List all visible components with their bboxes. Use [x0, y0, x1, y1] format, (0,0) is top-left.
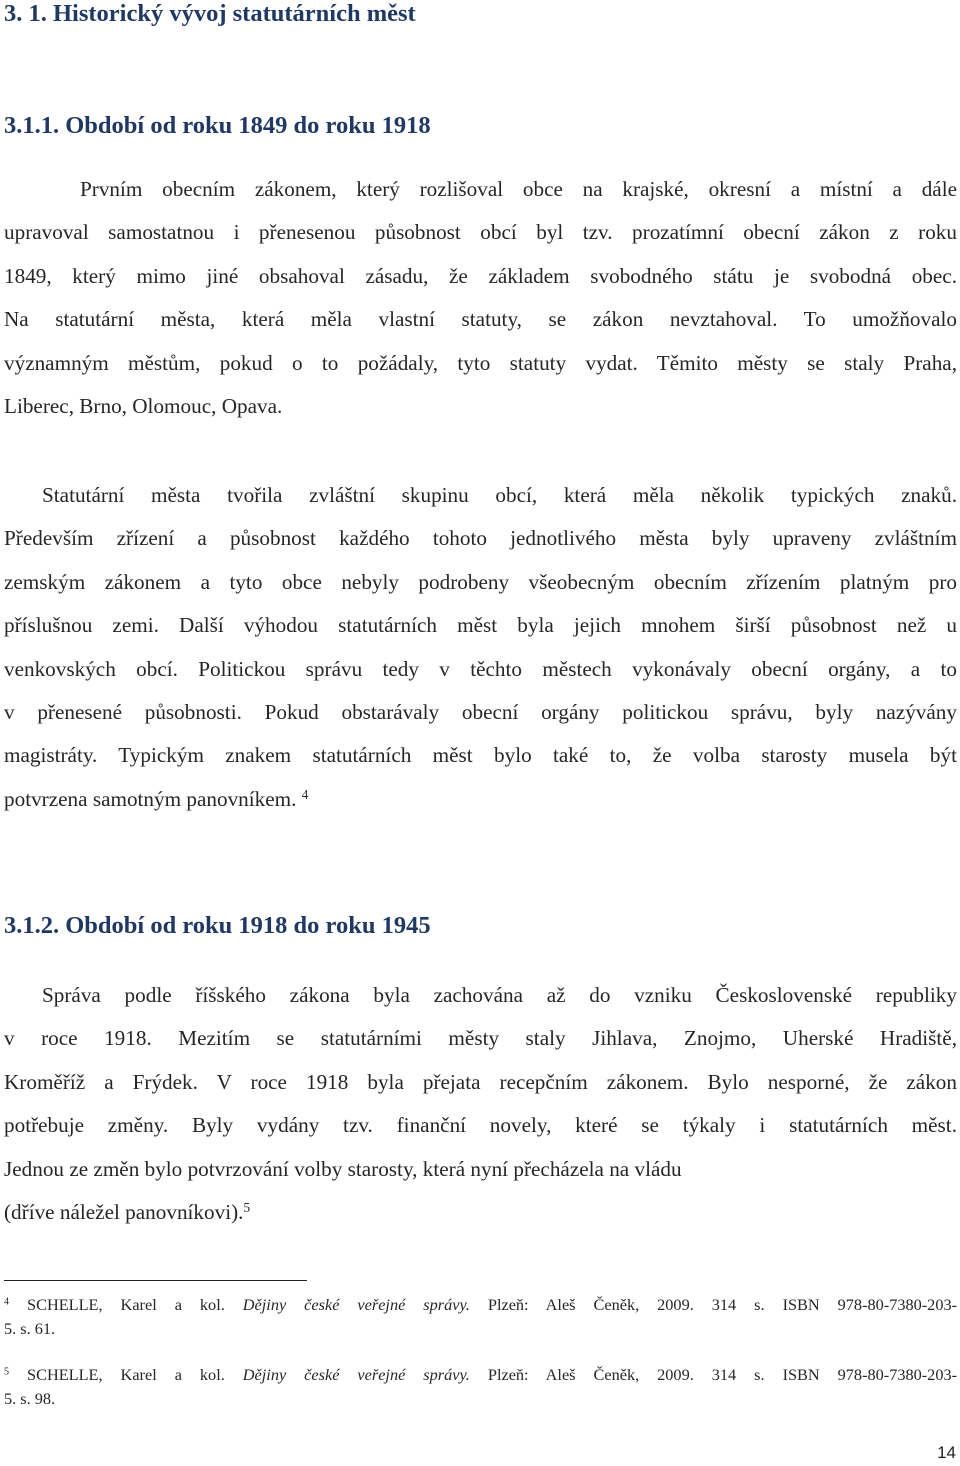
footnote-publication: Plzeň: Aleš Čeněk, 2009. 314 s. ISBN 978-80-7380-203-: [487, 1365, 958, 1384]
footnote-author: SCHELLE, Karel a kol.: [27, 1365, 225, 1384]
paragraph-line: Správa podle říšského zákona byla zachována až do vzniku Československé republiky: [42, 983, 957, 1007]
footnote-number: 5: [4, 1366, 10, 1378]
paragraph-1849-law: [4, 168, 957, 428]
paragraph-line: Především zřízení a působnost každého tohoto jednotlivého města byly upraveny zvláštním: [4, 526, 957, 551]
paragraph-line: potřebuje změny. Byly vydány tzv. finanční novely, které se týkaly i statutárních měst.: [4, 1113, 957, 1138]
paragraph-line: Kroměříž a Frýdek. V roce 1918 byla přejata recepčním zákonem. Bylo nesporné, že zákon: [4, 1069, 957, 1094]
paragraph-line-text: potvrzena samotným panovníkem.: [4, 786, 297, 811]
paragraph-line: venkovských obcí. Politickou správu tedy v těchto městech vykonávaly obecní orgány, a to: [4, 656, 957, 681]
paragraph-line: Jednou ze změn bylo potvrzování volby starosty, která nyní přecházela na vládu: [4, 1156, 682, 1181]
heading-period-1918-1945: 3.1.2. Období od roku 1918 do roku 1945: [4, 912, 431, 939]
paragraph-line: 1849, který mimo jiné obsahoval zásadu, že základem svobodného státu je svobodná obec.: [4, 263, 957, 288]
heading-period-1849-1918: 3.1.1. Období od roku 1849 do roku 1918: [4, 112, 431, 139]
paragraph-line: Statutární města tvořila zvláštní skupinu obcí, která měla několik typických znaků.: [42, 483, 957, 507]
footnote-4: [4, 1293, 957, 1341]
footnote-title: Dějiny české veřejné správy.: [242, 1295, 470, 1314]
paragraph-line: [4, 1191, 957, 1234]
paragraph-1918-1945: [4, 974, 957, 1234]
paragraph-line-text: (dříve náležel panovníkovi).: [4, 1200, 244, 1225]
footnote-number: 4: [4, 1296, 10, 1308]
paragraph-line: významným městům, pokud o to požádaly, tyto statuty vydat. Těmito městy se staly Praha,: [4, 350, 957, 375]
paragraph-line: Na statutární města, která měla vlastní statuty, se zákon nevztahoval. To umožňovalo: [4, 307, 957, 332]
paragraph-line: zemským zákonem a tyto obce nebyly podrobeny všeobecným obecním zřízením platným pro: [4, 569, 957, 594]
footnote-publication: Plzeň: Aleš Čeněk, 2009. 314 s. ISBN 978-80-7380-203-: [487, 1295, 958, 1314]
footnote-5: [4, 1363, 957, 1411]
footnote-author: SCHELLE, Karel a kol.: [27, 1295, 225, 1314]
footnote-line: [4, 1293, 957, 1317]
footnote-line: 5. s. 98.: [4, 1389, 56, 1408]
paragraph-line: Liberec, Brno, Olomouc, Opava.: [4, 394, 283, 419]
footnote-reference-5: 5: [243, 1199, 251, 1215]
footnote-line: 5. s. 61.: [4, 1319, 56, 1338]
paragraph-statutory-features: [4, 474, 957, 821]
page-number: 14: [937, 1443, 956, 1462]
paragraph-line: Prvním obecním zákonem, který rozlišoval obce na krajské, okresní a místní a dále: [80, 177, 957, 201]
paragraph-line: upravoval samostatnou i přenesenou působnost obcí byl tzv. prozatímní obecní zákon z roku: [4, 220, 957, 245]
paragraph-line: v přenesené působnosti. Pokud obstarávaly obecní orgány politickou správu, byly nazývány: [4, 700, 957, 725]
heading-historical-development: 3. 1. Historický vývoj statutárních měst: [4, 0, 416, 27]
footnote-title: Dějiny české veřejné správy.: [242, 1365, 470, 1384]
footnote-reference-4: 4: [301, 786, 309, 802]
paragraph-line: [4, 778, 957, 821]
paragraph-line: v roce 1918. Mezitím se statutárními městy staly Jihlava, Znojmo, Uherské Hradiště,: [4, 1026, 957, 1051]
paragraph-line: příslušnou zemi. Další výhodou statutárních měst byla jejich mnohem širší působnost než u: [4, 613, 957, 638]
footnote-line: [4, 1363, 957, 1387]
footnote-separator: [4, 1280, 307, 1281]
paragraph-line: magistráty. Typickým znakem statutárních měst bylo také to, že volba starosty musela být: [4, 743, 957, 768]
